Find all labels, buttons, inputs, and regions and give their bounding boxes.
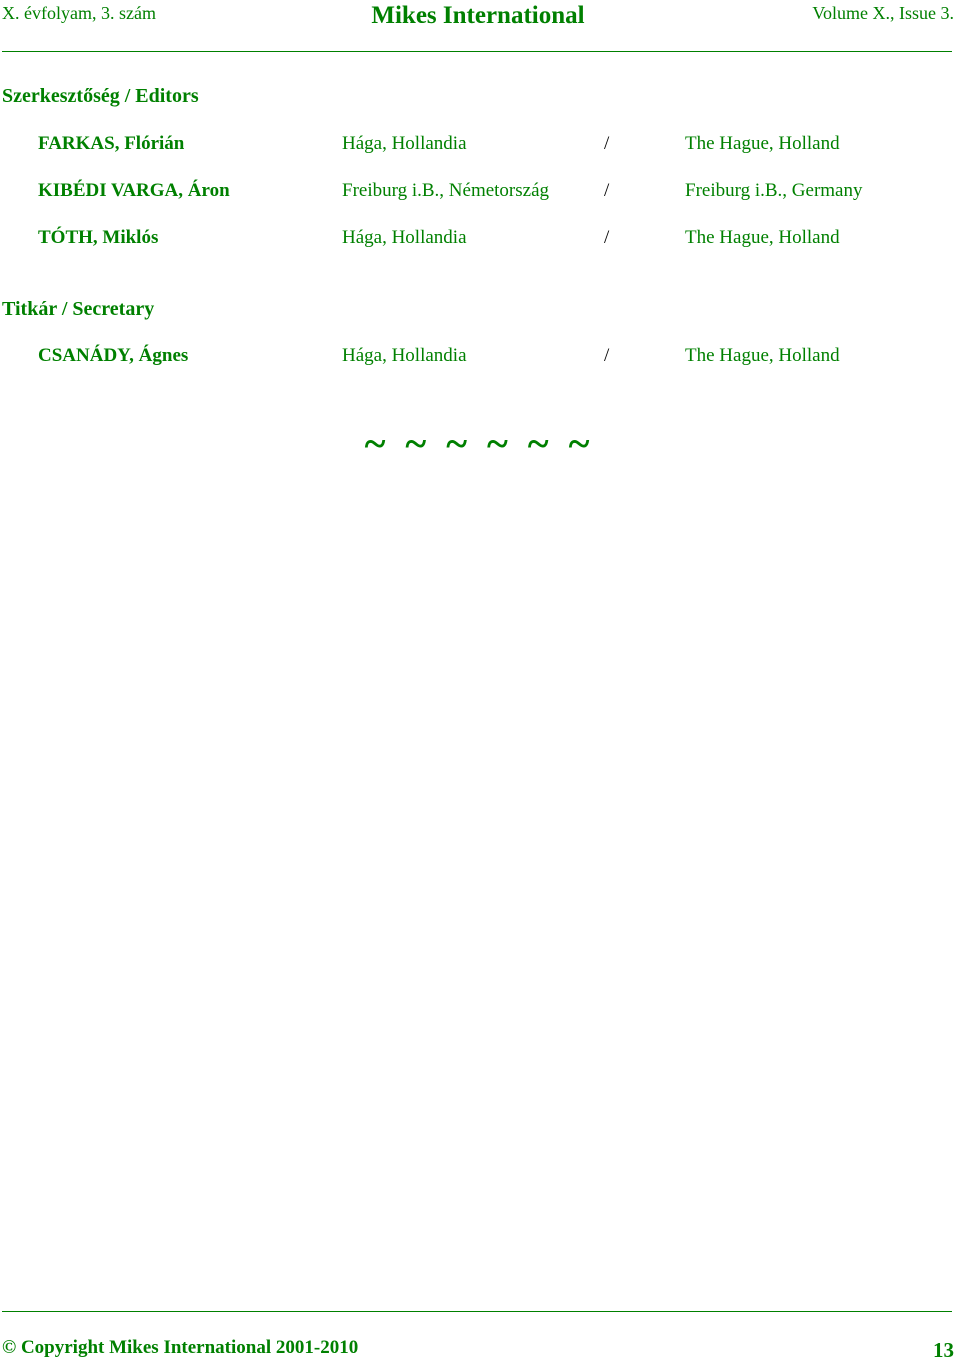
location-separator: / xyxy=(604,180,610,201)
page-number: 13 xyxy=(933,1338,954,1362)
editor-location-hu: Hága, Hollandia xyxy=(342,133,467,154)
editor-location-hu: Freiburg i.B., Németország xyxy=(342,180,550,201)
secretary-location-en: The Hague, Holland xyxy=(685,345,840,366)
editor-location-en: The Hague, Holland xyxy=(685,133,840,154)
editor-name: KIBÉDI VARGA, Áron xyxy=(38,180,230,201)
editor-location-en: Freiburg i.B., Germany xyxy=(685,180,863,201)
editors-heading: Szerkesztőség / Editors xyxy=(2,85,199,107)
tilde-divider-ornament: ~ ~ ~ ~ ~ ~ xyxy=(364,421,592,466)
editor-row xyxy=(0,133,960,159)
footer-rule xyxy=(2,1311,952,1312)
secretary-location-hu: Hága, Hollandia xyxy=(342,345,467,366)
editor-name: FARKAS, Flórián xyxy=(38,133,185,154)
header-rule xyxy=(2,51,952,52)
secretary-name: CSANÁDY, Ágnes xyxy=(38,345,189,366)
location-separator: / xyxy=(604,133,610,154)
location-separator: / xyxy=(604,227,610,248)
editor-row xyxy=(0,180,960,206)
header-issue-hu: X. évfolyam, 3. szám xyxy=(2,3,156,23)
location-separator: / xyxy=(604,345,610,366)
secretary-heading: Titkár / Secretary xyxy=(2,298,155,320)
secretary-row xyxy=(0,345,960,371)
editor-row xyxy=(0,227,960,253)
footer-copyright: © Copyright Mikes International 2001-2010 xyxy=(2,1337,359,1358)
editor-location-en: The Hague, Holland xyxy=(685,227,840,248)
header-journal-title: Mikes International xyxy=(371,2,585,29)
editor-location-hu: Hága, Hollandia xyxy=(342,227,467,248)
header-issue-en: Volume X., Issue 3. xyxy=(812,3,954,23)
page-header xyxy=(0,0,960,56)
editor-name: TÓTH, Miklós xyxy=(38,227,159,248)
